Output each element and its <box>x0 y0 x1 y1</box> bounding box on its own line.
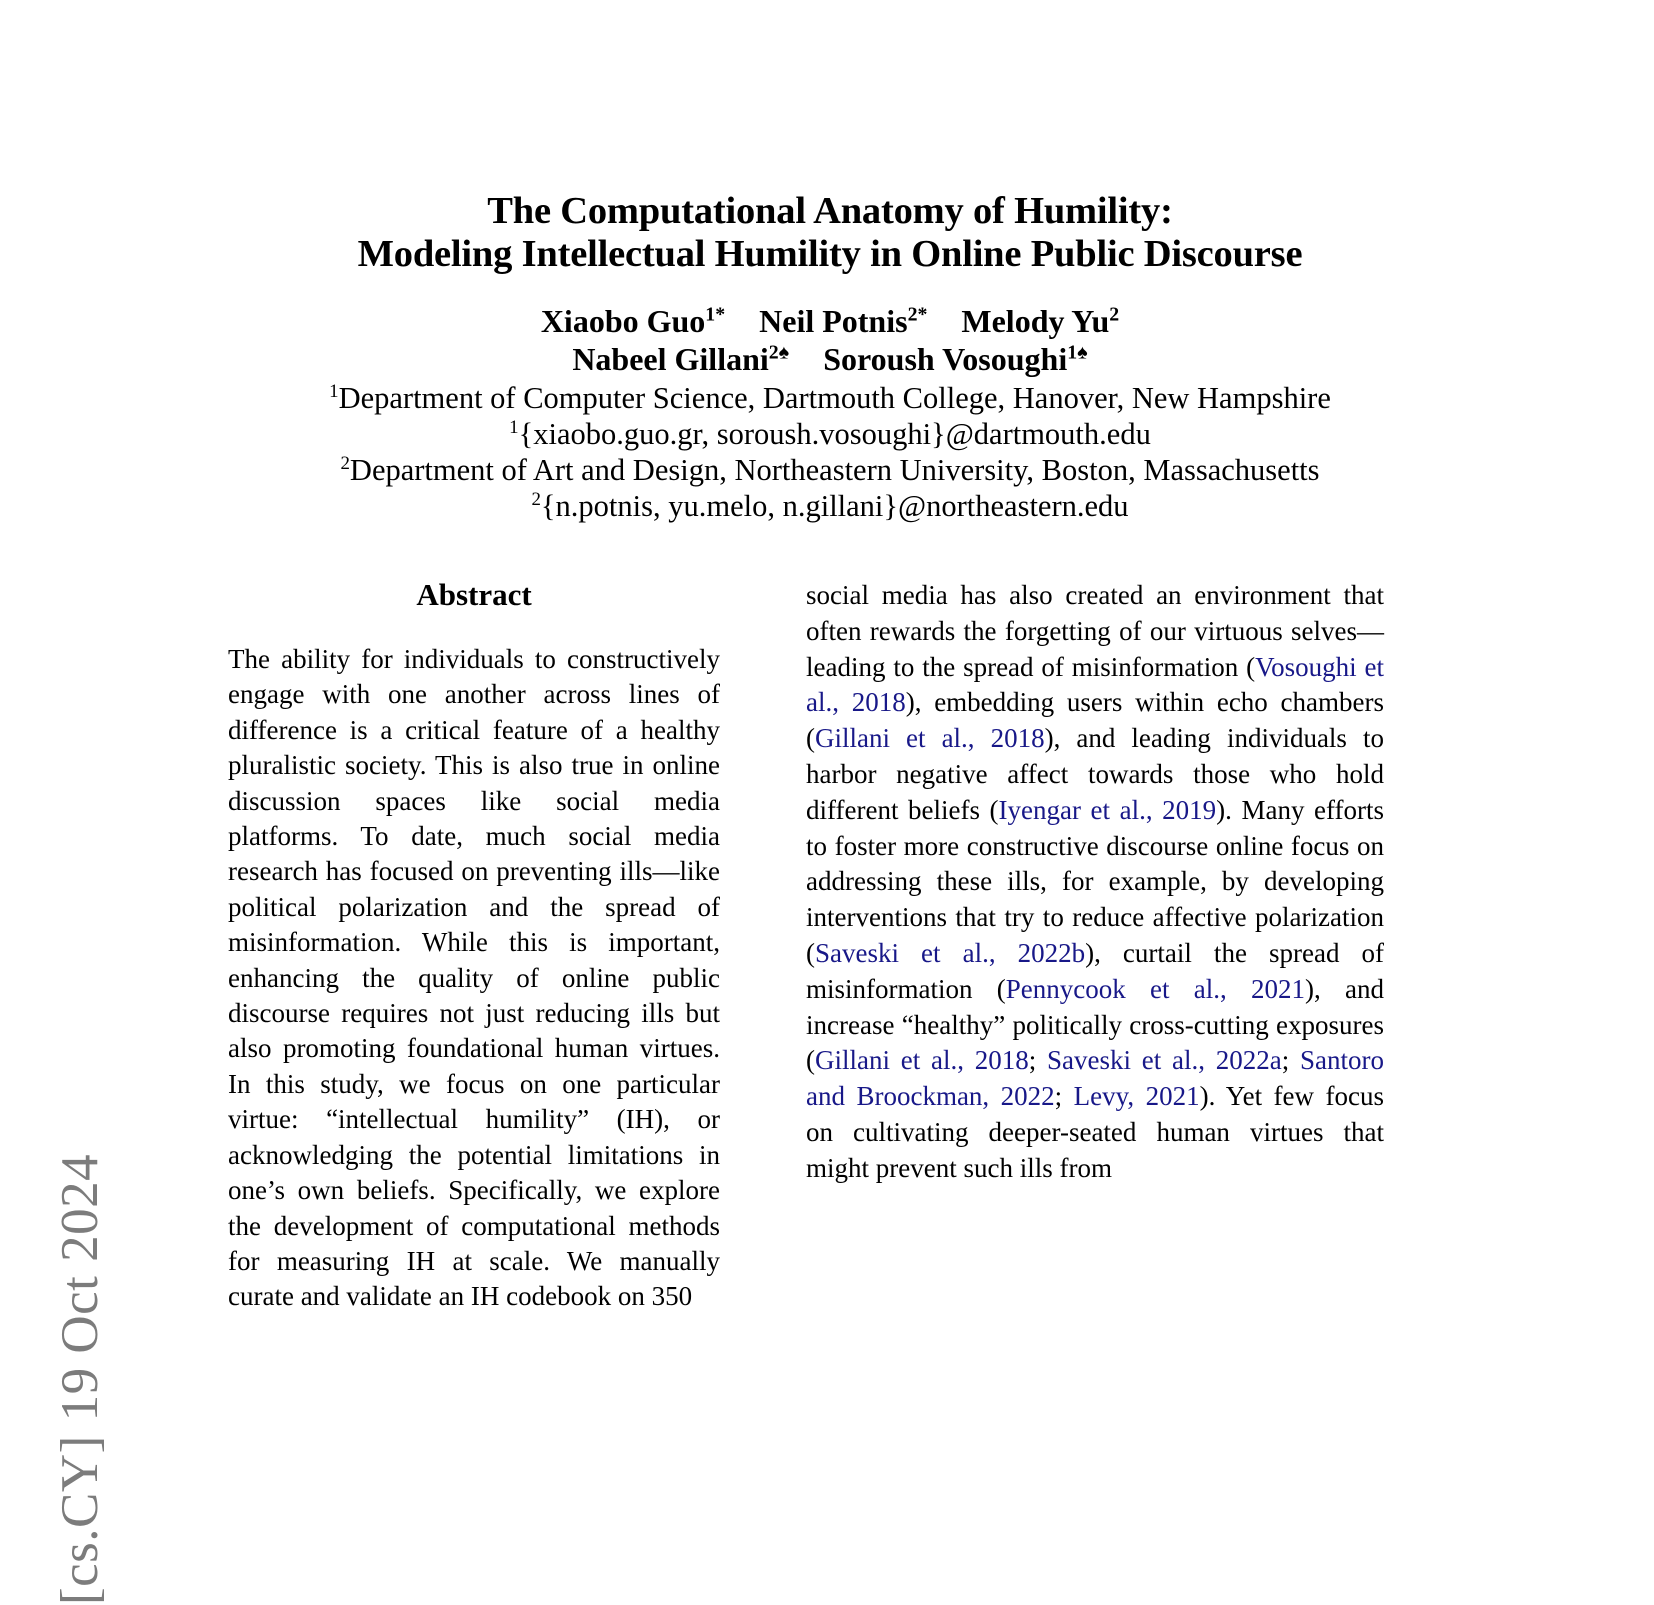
citation-link[interactable]: Gillani et al., 2018 <box>815 1045 1029 1076</box>
affiliation-email-line <box>150 416 1510 452</box>
introduction-text: social media has also created an environment that often rewards the forgetting of our virtuous selves—leading to the spread of misinformation (Vosoughi et al., 2018), embedding users within echo chambers (Gillani et al., 2018), and leading individuals to harbor negative affect towards those who hold different beliefs (Iyengar et al., 2019). Many efforts to foster more constructive discourse online focus on addressing these ills, for example, by developing interventions that try to reduce affective polarization (Saveski et al., 2022b), curtail the spread of misinformation (Pennycook et al., 2021), and increase “healthy” politically cross-cutting exposures (Gillani et al., 2018; Saveski et al., 2022a; Santoro and Broockman, 2022; Levy, 2021). Yet few focus on cultivating deeper-seated human virtues that might prevent such ills from <box>806 580 1385 1183</box>
author-name: Melody Yu <box>961 303 1110 339</box>
affiliation-text: Department of Art and Design, Northeastern University, Boston, Massachusetts <box>349 453 1320 487</box>
title-line-2: Modeling Intellectual Humility in Online Public Discourse <box>357 233 1303 275</box>
affiliation-list <box>150 380 1510 524</box>
citation-link[interactable]: Santoro and Broockman, 2022 <box>806 1045 1384 1112</box>
affiliation-line <box>150 380 1510 416</box>
author-entry <box>572 341 789 377</box>
author-name: Neil Potnis <box>759 303 908 339</box>
affiliation-email-line <box>150 488 1510 524</box>
citation-link[interactable]: Saveski et al., 2022a <box>1047 1045 1282 1076</box>
author-name: Xiaobo Guo <box>540 303 706 339</box>
author-affiliation-marker: 2♠ <box>768 341 790 364</box>
citation-link[interactable]: Levy, 2021 <box>1073 1081 1200 1112</box>
abstract-heading: Abstract <box>416 577 532 612</box>
citation-link[interactable]: Gillani et al., 2018 <box>815 723 1045 754</box>
author-entry <box>541 303 725 339</box>
affiliation-marker: 2 <box>531 488 541 510</box>
author-row-1 <box>190 302 1470 340</box>
author-entry <box>823 341 1087 377</box>
citation-link[interactable]: Vosoughi et al., 2018 <box>806 651 1385 718</box>
author-entry <box>759 303 927 339</box>
abstract-column <box>228 578 720 1315</box>
author-list <box>190 302 1470 378</box>
affiliation-line <box>150 452 1510 488</box>
introduction-column <box>806 578 1384 1187</box>
author-affiliation-marker: 2* <box>907 303 928 326</box>
citation-link[interactable]: Iyengar et al., 2019 <box>998 794 1217 825</box>
title-line-1: The Computational Anatomy of Humility: <box>487 190 1173 232</box>
author-name: Nabeel Gillani <box>572 341 769 377</box>
affiliation-marker: 2 <box>340 452 350 474</box>
affiliation-marker: 1 <box>509 416 519 438</box>
author-affiliation-marker: 1* <box>705 303 726 326</box>
page-title <box>190 190 1470 276</box>
citation-link[interactable]: Pennycook et al., 2021 <box>1005 973 1305 1004</box>
author-entry <box>961 303 1119 339</box>
affiliation-email: {xiaobo.guo.gr, soroush.vosoughi}@dartmouth.edu <box>518 417 1151 451</box>
affiliation-marker: 1 <box>329 380 339 402</box>
author-name: Soroush Vosoughi <box>823 341 1068 377</box>
arxiv-stamp-text: [cs.CY] 19 Oct 2024 <box>51 1153 109 1605</box>
author-row-2 <box>190 340 1470 378</box>
affiliation-email: {n.potnis, yu.melo, n.gillani}@northeastern.edu <box>540 489 1129 523</box>
abstract-text: The ability for individuals to constructively engage with one another across lines of difference is a critical feature of a healthy pluralistic society. This is also true in online discussion spaces like social media platforms. To date, much social media research has focused on preventing ills—like political polarization and the spread of misinformation. While this is important, enhancing the quality of online public discourse requires not just reducing ills but also promoting foundational human virtues. In this study, we focus on one particular virtue: “intellectual humility” (IH), or acknowledging the potential limitations in one’s own beliefs. Specifically, we explore the development of computational methods for measuring IH at scale. We manually curate and validate an IH codebook on 350 <box>228 644 720 1312</box>
author-affiliation-marker: 1♠ <box>1067 341 1088 364</box>
author-affiliation-marker: 2 <box>1109 303 1120 326</box>
affiliation-text: Department of Computer Science, Dartmouth College, Hanover, New Hampshire <box>338 381 1331 415</box>
citation-link[interactable]: Saveski et al., 2022b <box>815 937 1086 968</box>
